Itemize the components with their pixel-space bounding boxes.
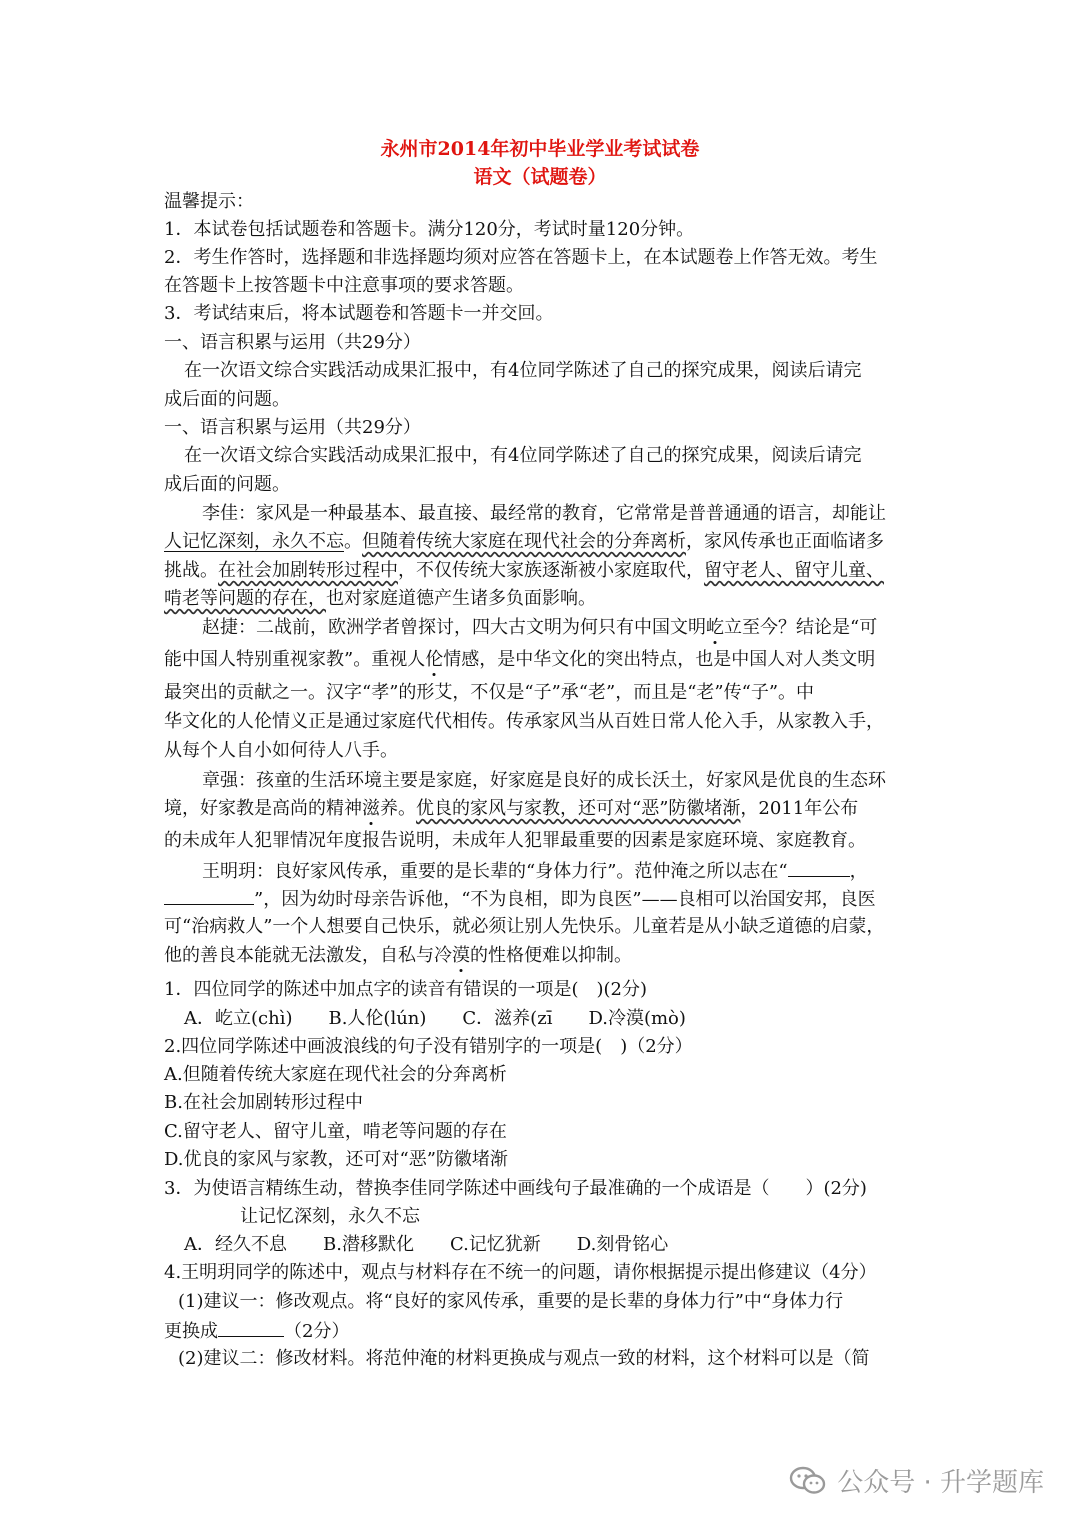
- tips-heading: 温馨提示：: [164, 191, 254, 212]
- exam-title: 永州市2014年初中毕业学业考试试卷: [380, 138, 700, 160]
- zhao-line-2: [164, 648, 875, 672]
- punct: 。: [344, 531, 362, 552]
- zhao-line-5: 从每个人自小如何待人八手。: [164, 740, 398, 761]
- tip-3: 3．考试结束后，将本试题卷和答题卡一并交回。: [164, 303, 554, 324]
- dotted-char: 伦: [425, 649, 444, 670]
- underlined-sentence: 人记忆深刻，永久不忘: [164, 531, 344, 552]
- zhao-line-1: [202, 616, 877, 640]
- q4-1b-text: 更换成: [164, 1321, 218, 1342]
- tip-2b: 在答题卡上按答题卡中注意事项的要求答题。: [164, 275, 524, 296]
- section-intro2-a: 在一次语文综合实践活动成果汇报中，有4位同学陈述了自己的探究成果，阅读后请完: [184, 445, 862, 466]
- wang-line-3: 可“治病救人”一个人想要自己快乐，就必须让别人先快乐。儿童若是从小缺乏道德的启蒙，: [164, 916, 885, 937]
- wang-line-1: [202, 858, 868, 884]
- zhao-line-2-b: 情感，是中华文化的突出特点，也是中国人对人类文明: [443, 649, 876, 670]
- wang-line-2: [164, 886, 876, 912]
- exam-subtitle: 语文（试题卷）: [473, 166, 607, 188]
- wang-line-2-text: ”，因为幼时母亲告诉他，“不为良相，即为良医”——良相可以治国安邦，良医: [254, 889, 876, 910]
- zhao-line-3: 最突出的贡献之一。汉字“孝”的形艾，不仅是“子”承“老”，而且是“老”传“子”。中: [164, 682, 815, 703]
- section-intro2-b: 成后面的问题。: [164, 474, 290, 495]
- zhang-line-2-b: 养。: [380, 798, 416, 819]
- question-3-options: A．经久不息 B.潜移默化 C.记忆犹新 D.刻骨铭心: [184, 1234, 669, 1255]
- wavy-sentence-c1: 留守老人、留守儿童、: [704, 560, 884, 581]
- question-2-option-c: C.留守老人、留守儿童，啃老等问题的存在: [164, 1121, 507, 1142]
- section-heading-repeat: 一、语言积累与运用（共29分）: [164, 417, 421, 438]
- fill-blank: [164, 886, 254, 905]
- zhao-line-2-a: 能中国人特别重视家教”。重视人: [164, 649, 426, 670]
- wang-line-4-b: 的性格便难以抑制。: [470, 945, 632, 966]
- li-line-3: [164, 559, 884, 583]
- section-intro-a: 在一次语文综合实践活动成果汇报中，有4位同学陈述了自己的探究成果，阅读后请完: [184, 360, 862, 381]
- li-line-2: [164, 530, 884, 554]
- section-intro-b: 成后面的问题。: [164, 389, 290, 410]
- watermark-text: 公众号 · 升学题库: [837, 1468, 1044, 1498]
- question-1-options: A．屹立(chì) B.人伦(lún) C．滋养(zī D.冷漠(mò): [184, 1008, 686, 1029]
- wang-line-1-a: 王明玥：良好家风传承，重要的是长辈的“身体力行”。范仲淹之所以志在“: [202, 861, 788, 882]
- zhao-line-1-a: 赵捷：二战前，欧洲学者曾探讨，四大古文明为何只有中国文明: [202, 617, 706, 638]
- fill-blank: [218, 1318, 284, 1337]
- question-2: 2.四位同学陈述中画波浪线的句子没有错别字的一项是( )（2分）: [164, 1036, 693, 1057]
- wang-line-1-b: ，: [849, 861, 868, 882]
- zhao-line-4: 华文化的人伦情义正是通过家庭代代相传。传承家风当从百姓日常人伦入手，从家教入手，: [164, 711, 884, 732]
- question-4-part-2: (2)建议二：修改材料。将范仲淹的材料更换成与观点一致的材料，这个材料可以是（简: [178, 1348, 870, 1369]
- dotted-char: 漠: [452, 945, 470, 966]
- zhang-line-3: 的未成年人犯罪情况年度报告说明，未成年人犯罪最重要的因素是家庭环境、家庭教育。: [164, 830, 866, 851]
- dotted-char: 滋: [362, 798, 380, 819]
- li-line-3-mid: ，不仅传统大家族逐渐被小家庭取代，: [398, 560, 704, 581]
- question-1: 1．四位同学的陈述中加点字的读音有错误的一项是( )(2分): [164, 979, 647, 1000]
- li-line-3-start: 挑战。: [164, 560, 218, 581]
- watermark: [789, 1462, 1044, 1499]
- question-3-sentence: 让记忆深刻，永久不忘: [240, 1206, 420, 1227]
- li-line-4-rest: 也对家庭道德产生诸多负面影响。: [326, 588, 596, 609]
- zhang-line-1: 章强：孩童的生活环境主要是家庭，好家庭是良好的成长沃土，好家风是优良的生态环: [202, 770, 886, 791]
- q4-1c-text: （2分）: [284, 1321, 350, 1342]
- wavy-sentence-c2: 啃老等问题的存在，: [164, 588, 326, 609]
- li-line-4: [164, 587, 596, 611]
- dotted-char: 屹: [706, 617, 724, 638]
- wavy-sentence-b: 在社会加剧转形过程中: [218, 560, 398, 581]
- zhang-line-2-d: ，2011年公布: [740, 798, 859, 819]
- question-4: 4.王明玥同学的陈述中，观点与材料存在不统一的问题，请你根据提示提出修建议（4分）: [164, 1262, 877, 1283]
- wechat-icon: [789, 1465, 827, 1497]
- li-line-2-rest: ，家风传承也正面临诸多: [686, 531, 884, 552]
- zhang-line-2-a: 境，好家教是高尚的精神: [164, 798, 362, 819]
- tip-1: 1．本试卷包括试题卷和答题卡。满分120分，考试时量120分钟。: [164, 219, 695, 240]
- question-2-option-a: A.但随着传统大家庭在现代社会的分奔离析: [164, 1064, 507, 1085]
- wang-line-4: [164, 944, 632, 968]
- question-2-option-d: D.优良的家风与家教，还可对“恶”防徽堵渐: [164, 1149, 508, 1170]
- question-3: 3．为使语言精练生动，替换李佳同学陈述中画线句子最准确的一个成语是（ ）(2分): [164, 1178, 867, 1199]
- li-line-1: 李佳：家风是一种最基本、最直接、最经常的教育，它常常是普普通通的语言，却能让: [202, 503, 886, 524]
- question-4-part-1a: (1)建议一：修改观点。将“良好的家风传承，重要的是长辈的身体力行”中“身体力行: [178, 1291, 844, 1312]
- wavy-sentence-d: 优良的家风与家教，还可对“恶”防徽堵渐: [416, 798, 741, 819]
- question-2-option-b: B.在社会加剧转形过程中: [164, 1092, 363, 1113]
- section-heading: 一、语言积累与运用（共29分）: [164, 332, 421, 353]
- fill-blank: [788, 858, 850, 877]
- tip-2a: 2．考生作答时，选择题和非选择题均须对应答在答题卡上，在本试题卷上作答无效。考生: [164, 247, 878, 268]
- zhao-line-1-b: 立至今？结论是“可: [724, 617, 878, 638]
- wavy-sentence-a: 但随着传统大家庭在现代社会的分奔离析: [362, 531, 686, 552]
- question-4-part-1b: [164, 1318, 349, 1344]
- wang-line-4-a: 他的善良本能就无法激发，自私与冷: [164, 945, 452, 966]
- zhang-line-2: [164, 797, 858, 821]
